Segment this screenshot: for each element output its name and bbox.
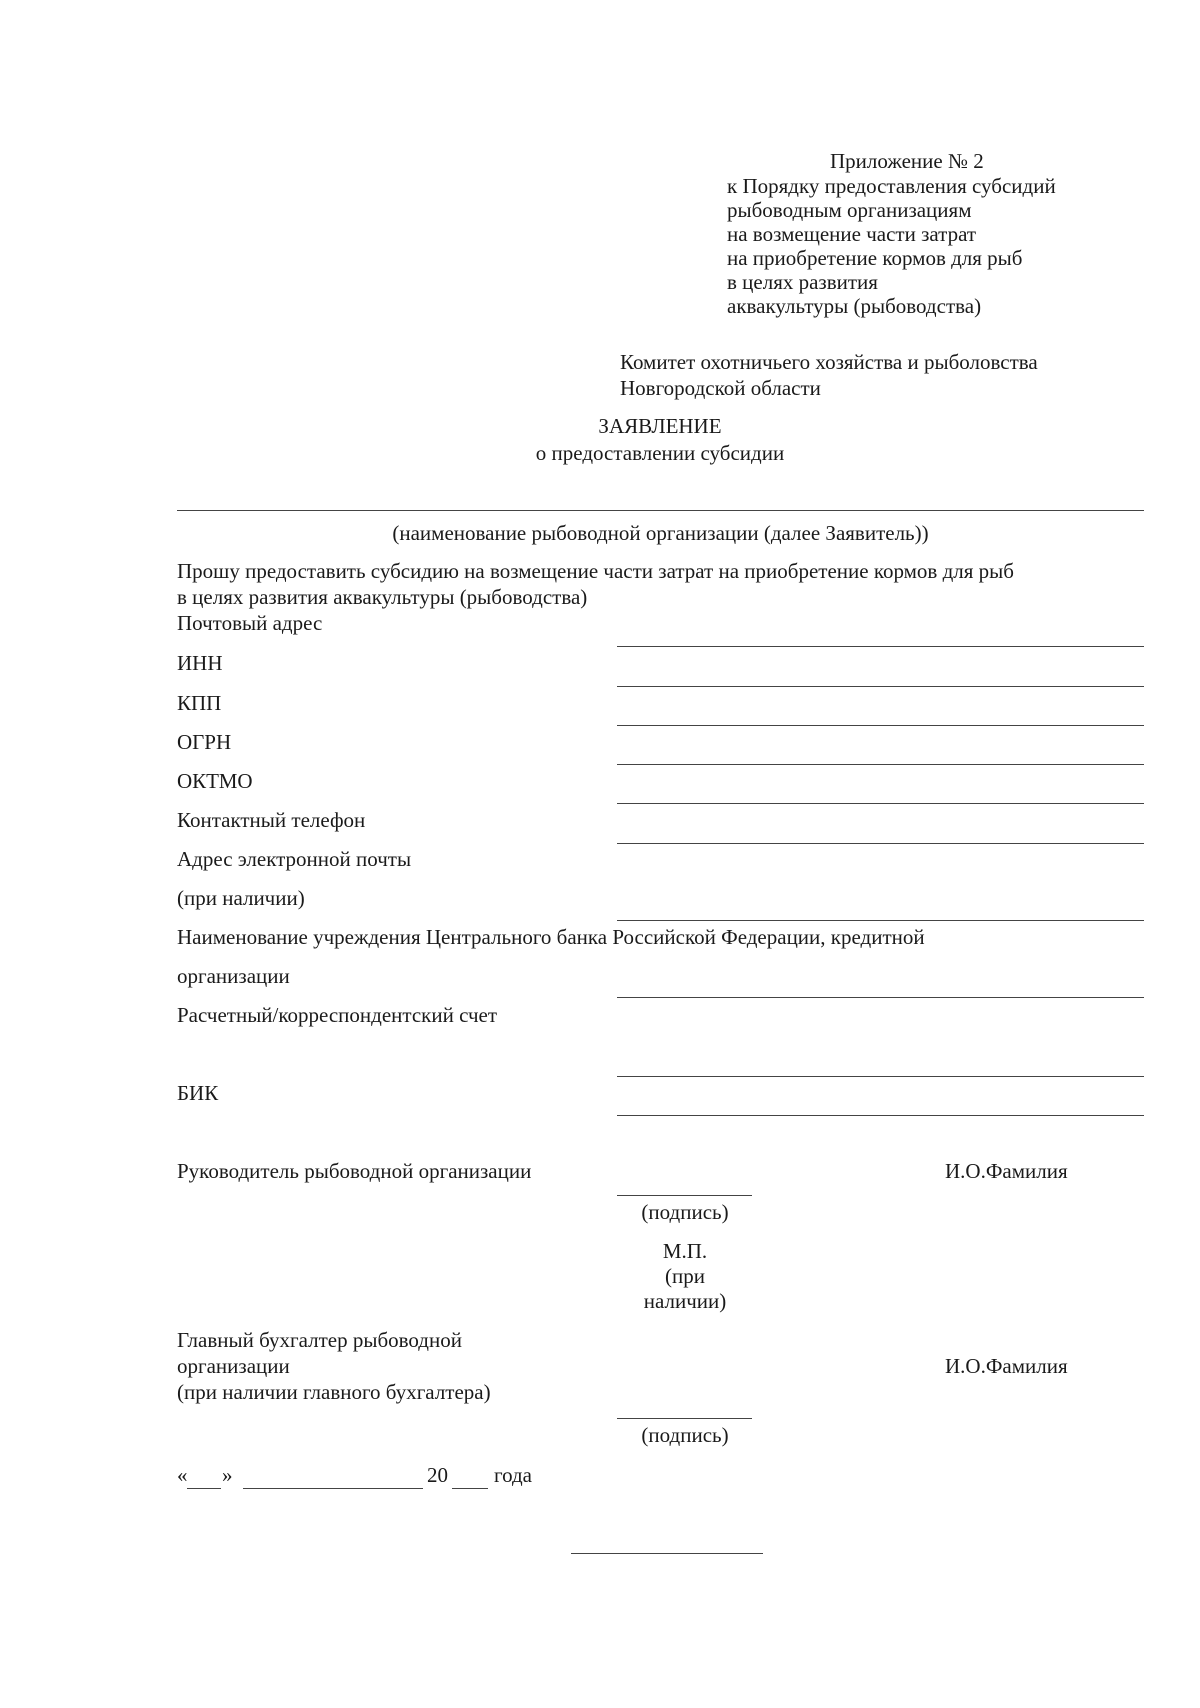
field-label-inn: ИНН (177, 651, 223, 675)
date-day-line[interactable] (187, 1488, 221, 1489)
field-label-email: Адрес электронной почты (177, 847, 412, 871)
appendix-line: аквакультуры (рыбоводства) (727, 294, 982, 318)
document-subtitle: о предоставлении субсидии (535, 441, 785, 465)
appendix-line: рыбоводным организациям (727, 198, 972, 222)
appendix-line: на приобретение кормов для рыб (727, 246, 1023, 270)
field-line-account[interactable] (617, 1076, 1144, 1077)
org-name-caption: (наименование рыбоводной организации (далее Заявитель)) (392, 521, 929, 545)
field-label-bank: Наименование учреждения Центрального банка Российской Федерации, кредитной (177, 925, 925, 949)
head-signature-line[interactable] (617, 1195, 752, 1196)
date-month-line[interactable] (243, 1488, 423, 1489)
field-label-bik: БИК (177, 1081, 219, 1105)
accountant-label: организации (177, 1354, 290, 1378)
accountant-signature-caption: (подпись) (641, 1423, 729, 1447)
field-label-postal-address: Почтовый адрес (177, 611, 323, 635)
date-close-quote: » (222, 1463, 233, 1487)
date-year-prefix: 20 (427, 1463, 448, 1487)
field-label-phone: Контактный телефон (177, 808, 366, 832)
date-year-suffix: года (494, 1463, 532, 1487)
addressee-line: Новгородской области (620, 376, 821, 400)
addressee-line: Комитет охотничьего хозяйства и рыболовства (620, 350, 1038, 374)
field-label-kpp: КПП (177, 691, 222, 715)
appendix-line: в целях развития (727, 270, 878, 294)
head-name: И.О.Фамилия (945, 1159, 1068, 1183)
appendix-line: к Порядку предоставления субсидий (727, 174, 1056, 198)
request-text: Прошу предоставить субсидию на возмещение части затрат на приобретение кормов для рыб (177, 559, 1014, 583)
appendix-line: на возмещение части затрат (727, 222, 977, 246)
request-text: в целях развития аквакультуры (рыбоводства) (177, 585, 588, 609)
document-title: ЗАЯВЛЕНИЕ (598, 414, 722, 438)
field-label-bank-cont: организации (177, 964, 290, 988)
accountant-signature-line[interactable] (617, 1418, 752, 1419)
field-label-account: Расчетный/корреспондентский счет (177, 1003, 498, 1027)
closing-divider (571, 1553, 763, 1554)
field-line-postal-address[interactable] (617, 646, 1144, 647)
head-signature-caption: (подпись) (641, 1200, 729, 1224)
field-label-email-note: (при наличии) (177, 886, 305, 910)
field-line-oktmo[interactable] (617, 803, 1144, 804)
date-year-line[interactable] (452, 1488, 488, 1489)
stamp-label: М.П. (662, 1239, 708, 1263)
field-line-ogrn[interactable] (617, 764, 1144, 765)
accountant-name: И.О.Фамилия (945, 1354, 1068, 1378)
field-line-phone[interactable] (617, 843, 1144, 844)
head-label: Руководитель рыбоводной организации (177, 1159, 532, 1183)
field-line-email[interactable] (617, 920, 1144, 921)
field-label-ogrn: ОГРН (177, 730, 232, 754)
field-line-bank[interactable] (617, 997, 1144, 998)
accountant-label: Главный бухгалтер рыбоводной (177, 1328, 462, 1352)
accountant-note: (при наличии главного бухгалтера) (177, 1380, 491, 1404)
stamp-label: (при (665, 1264, 705, 1288)
field-line-bik[interactable] (617, 1115, 1144, 1116)
field-line-inn[interactable] (617, 686, 1144, 687)
field-label-oktmo: ОКТМО (177, 769, 253, 793)
date-open-quote: « (177, 1463, 188, 1487)
org-name-line (177, 510, 1144, 511)
stamp-label: наличии) (643, 1289, 727, 1313)
appendix-title: Приложение № 2 (830, 149, 984, 173)
field-line-kpp[interactable] (617, 725, 1144, 726)
